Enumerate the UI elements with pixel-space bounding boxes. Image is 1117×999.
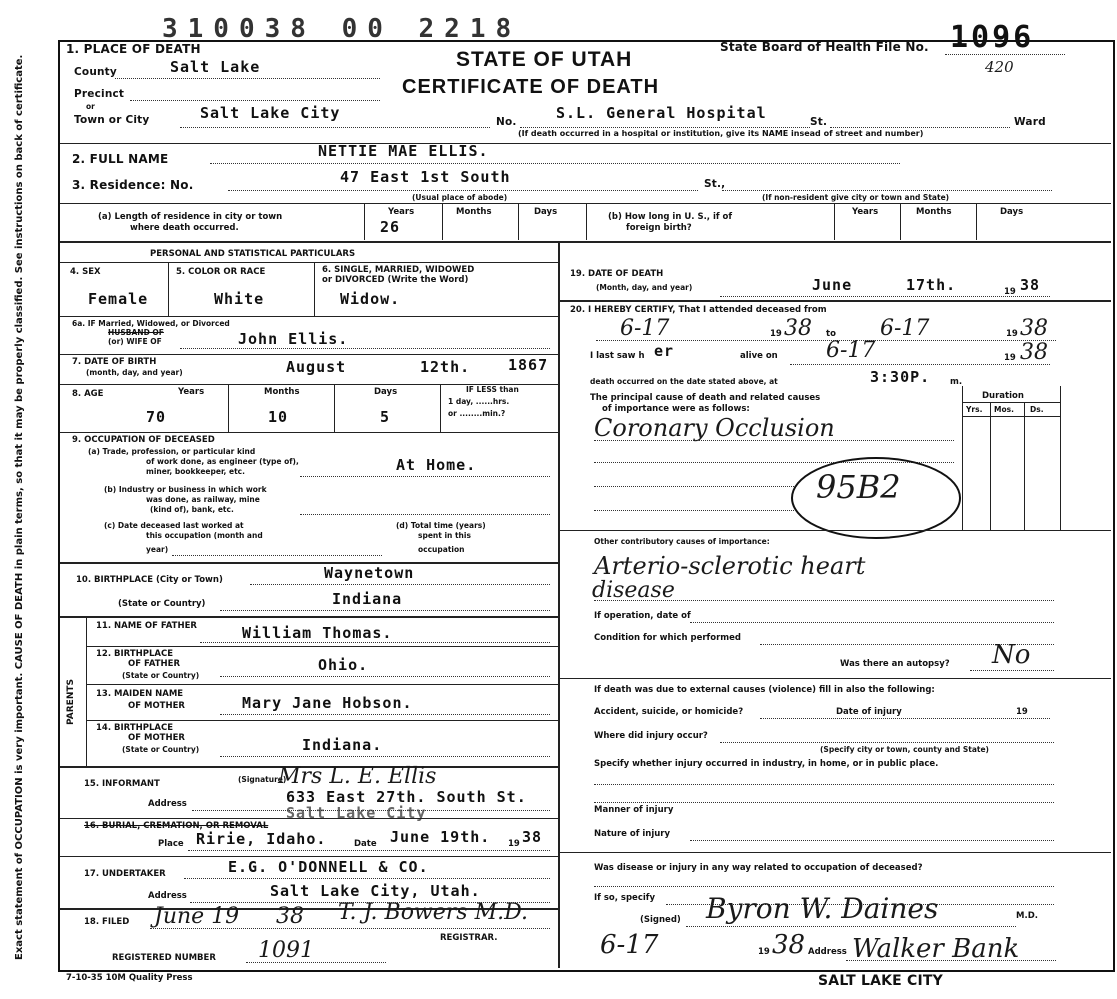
- section-title: PERSONAL AND STATISTICAL PARTICULARS: [150, 249, 356, 259]
- cause-code: 95B2: [816, 468, 901, 506]
- town-label: Town or City: [74, 114, 150, 126]
- burial-year: 38: [522, 828, 543, 846]
- registrar-signature: T. J. Bowers M.D.: [338, 900, 528, 925]
- cause-of-death: Coronary Occlusion: [594, 414, 835, 442]
- death-month: June: [812, 276, 853, 294]
- full-name-label: 2. FULL NAME: [72, 152, 169, 166]
- sex-value: Female: [88, 290, 149, 308]
- file-sub: 420: [985, 58, 1014, 76]
- full-name-value: NETTIE MAE ELLIS.: [318, 142, 489, 160]
- town-value: Salt Lake City: [200, 104, 341, 122]
- informant-signature: Mrs L. E. Ellis: [278, 764, 437, 789]
- hospital-note: (If death occurred in a hospital or institution, give its NAME insead of street and number): [518, 129, 924, 138]
- age-days: 5: [380, 408, 391, 426]
- birthplace-city: Waynetown: [324, 564, 415, 582]
- certificate-title: CERTIFICATE OF DEATH: [402, 76, 660, 98]
- residence-years: 26: [380, 218, 401, 236]
- attended-to: 6-17: [880, 316, 930, 341]
- file-label: State Board of Health File No.: [720, 40, 929, 54]
- informant-address-2: Salt Lake City: [286, 804, 427, 822]
- form-code: 7-10-35 10M Quality Press: [66, 973, 193, 983]
- father-birthplace: Ohio.: [318, 656, 369, 674]
- mother-birthplace: Indiana.: [302, 736, 383, 754]
- residence-value: 47 East 1st South: [340, 168, 511, 186]
- precinct-label: Precinct: [74, 88, 125, 100]
- informant-address-1: 633 East 27th. South St.: [286, 788, 527, 806]
- autopsy-value: No: [992, 640, 1031, 670]
- age-months: 10: [268, 408, 289, 426]
- county-value: Salt Lake: [170, 58, 261, 76]
- registered-number: 1091: [258, 938, 314, 963]
- death-year: 38: [1020, 276, 1041, 294]
- alive-year: 38: [1020, 340, 1048, 365]
- dob-month: August: [286, 358, 347, 376]
- undertaker-address: Salt Lake City, Utah.: [270, 882, 481, 900]
- file-number: 1096: [950, 20, 1035, 55]
- signed-year: 38: [772, 930, 806, 960]
- hospital-value: S.L. General Hospital: [556, 104, 767, 122]
- parents-side-label: PARENTS: [66, 679, 76, 725]
- age-years: 70: [146, 408, 167, 426]
- residence-label: 3. Residence: No.: [72, 178, 194, 192]
- race-value: White: [214, 290, 265, 308]
- other-cause-1: Arterio-sclerotic heart: [594, 552, 866, 580]
- other-cause-2: disease: [592, 578, 675, 603]
- mother-name: Mary Jane Hobson.: [242, 694, 413, 712]
- state-title: STATE OF UTAH: [456, 48, 633, 71]
- spouse-value: John Ellis.: [238, 330, 349, 348]
- physician-signature: Byron W. Daines: [706, 892, 939, 925]
- occupation-value: At Home.: [396, 456, 477, 474]
- physician-address: Walker Bank: [852, 934, 1020, 964]
- alive-on: 6-17: [826, 338, 876, 363]
- signed-date: 6-17: [600, 930, 659, 960]
- birthplace-state: Indiana: [332, 590, 403, 608]
- dob-year: 1867: [508, 356, 549, 374]
- county-label: County: [74, 66, 117, 78]
- serial-number: 310038 00 2218: [162, 14, 522, 44]
- filed-date: June 19: [154, 904, 240, 929]
- father-name: William Thomas.: [242, 624, 393, 642]
- attended-from: 6-17: [620, 316, 670, 341]
- undertaker-value: E.G. O'DONNELL & CO.: [228, 858, 429, 876]
- burial-place: Ririe, Idaho.: [196, 830, 327, 848]
- dob-day: 12th.: [420, 358, 471, 376]
- attended-from-year: 38: [784, 316, 812, 341]
- death-time: 3:30P.: [870, 368, 931, 386]
- attended-to-year: 38: [1020, 316, 1048, 341]
- footer-city: SALT LAKE CITY: [818, 973, 943, 989]
- marital-value: Widow.: [340, 290, 401, 308]
- place-of-death-label: 1. PLACE OF DEATH: [66, 42, 201, 56]
- death-day: 17th.: [906, 276, 957, 294]
- side-instructions: Exact statement of OCCUPATION is very important. CAUSE OF DEATH in plain terms, so that it may be properly classified. See instructions on back of certificate.: [14, 54, 25, 960]
- burial-date: June 19th.: [390, 828, 491, 846]
- filed-year: 38: [276, 904, 304, 929]
